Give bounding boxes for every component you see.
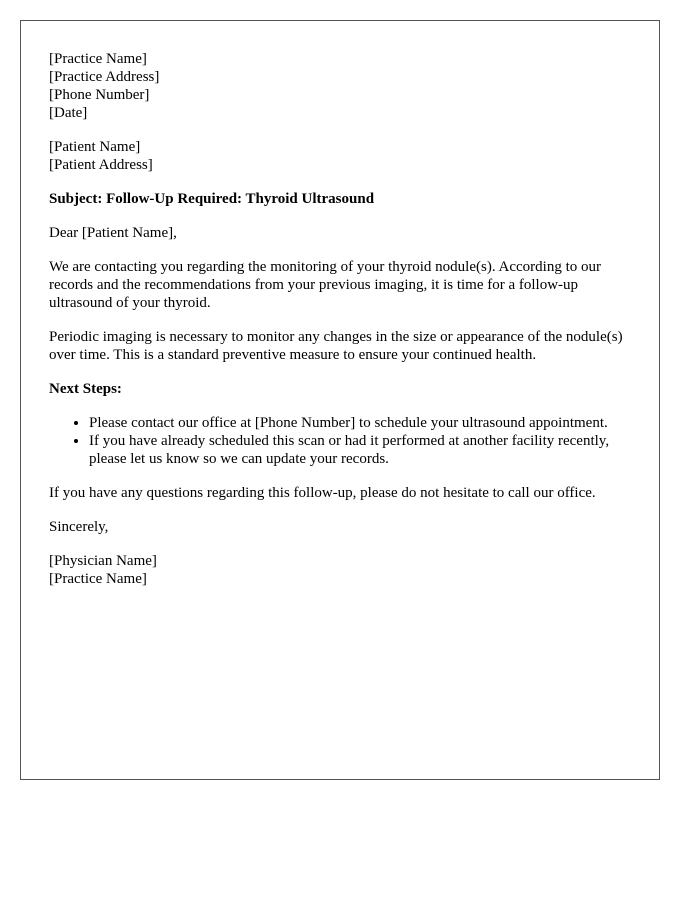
list-item: • If you have already scheduled this scan or had it performed at another facility recently, please let us know so we can update your records. <box>89 432 639 468</box>
letter-body <box>49 50 639 588</box>
sender-practice-name: [Practice Name] <box>49 51 147 67</box>
letter-page <box>20 20 660 780</box>
paragraph-periodic-imaging: Periodic imaging is necessary to monitor any changes in the size or appearance of the nodule(s) over time. This is a standard preventive measure to ensure your continued health. <box>49 329 623 363</box>
signature-practice-name: [Practice Name] <box>49 571 147 587</box>
sign-off: Sincerely, <box>49 519 109 535</box>
signature-block <box>49 552 639 588</box>
salutation: Dear [Patient Name], <box>49 225 177 241</box>
recipient-block <box>49 138 639 174</box>
sender-practice-address: [Practice Address] <box>49 69 160 85</box>
paragraph-monitoring: We are contacting you regarding the monitoring of your thyroid nodule(s). According to our records and the recommendations from your previous imaging, it is time for a follow-up ultrasound of your thyroid. <box>49 259 601 311</box>
recipient-patient-address: [Patient Address] <box>49 157 153 173</box>
sender-phone-number: [Phone Number] <box>49 87 150 103</box>
recipient-patient-name: [Patient Name] <box>49 139 141 155</box>
closing-paragraph: If you have any questions regarding this follow-up, please do not hesitate to call our office. <box>49 485 596 501</box>
list-item: • Please contact our office at [Phone Number] to schedule your ultrasound appointment. <box>89 414 639 432</box>
next-steps-list <box>49 414 639 468</box>
signature-physician-name: [Physician Name] <box>49 553 157 569</box>
next-steps-heading: Next Steps: <box>49 381 122 397</box>
letter-date: [Date] <box>49 105 88 121</box>
subject-line: Subject: Follow-Up Required: Thyroid Ultrasound <box>49 191 375 207</box>
sender-block <box>49 50 639 122</box>
